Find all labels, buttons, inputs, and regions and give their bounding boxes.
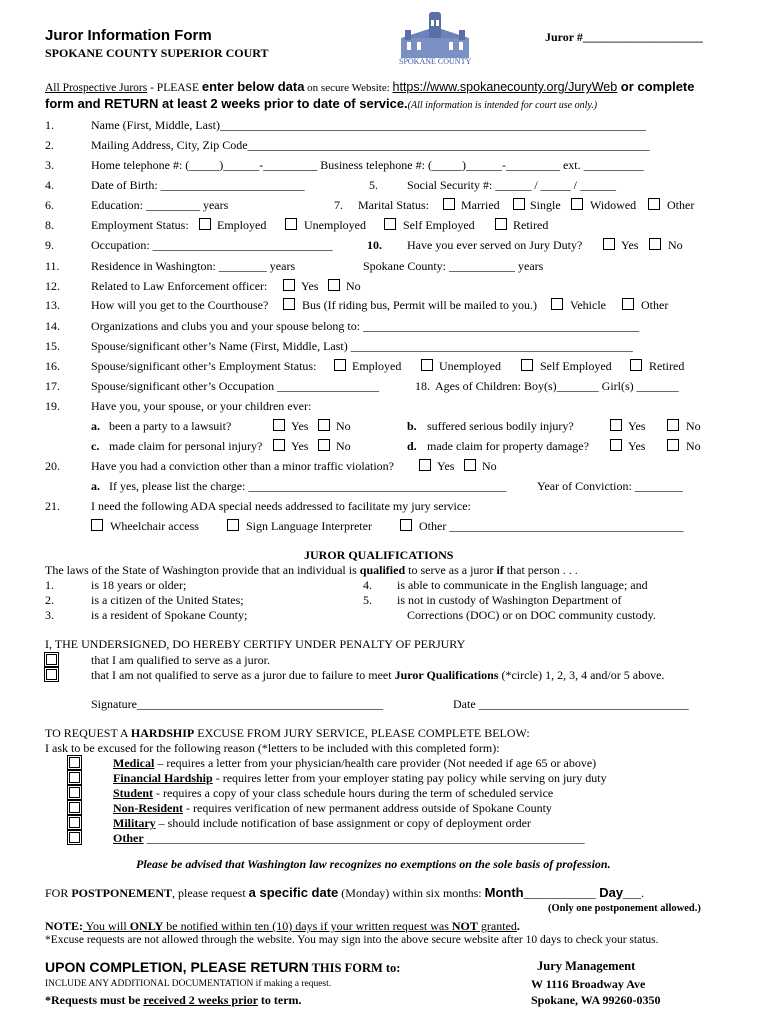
form-title: Juror Information Form: [45, 27, 212, 44]
requests-deadline: *Requests must be received 2 weeks prior to term.: [45, 993, 302, 1007]
interpreter-label: Sign Language Interpreter: [246, 519, 372, 533]
law-no-checkbox[interactable]: [328, 279, 340, 291]
qualified-text: that I am qualified to serve as a juror.: [91, 653, 270, 667]
q2-number: 2.: [45, 138, 54, 152]
q10-jury-duty-label: Have you ever served on Jury Duty?: [407, 238, 583, 252]
postponement-limit: (Only one postponement allowed.): [548, 903, 701, 914]
property-yes-label: Yes: [628, 439, 646, 453]
q3-number: 3.: [45, 158, 54, 172]
conviction-no-checkbox[interactable]: [464, 459, 476, 471]
qual-4-number: 4.: [363, 578, 372, 592]
jury-web-link[interactable]: https://www.spokanecounty.org/JuryWeb: [392, 80, 618, 94]
certify-heading: I, THE UNDERSIGNED, DO HEREBY CERTIFY UNDER PENALTY OF PERJURY: [45, 637, 466, 651]
qual-3-text: is a resident of Spokane County;: [91, 608, 248, 622]
q19d-letter: d.: [407, 439, 417, 453]
self-employed-label: Self Employed: [403, 218, 475, 232]
jury-duty-yes-label: Yes: [621, 238, 639, 252]
q15-number: 15.: [45, 339, 60, 353]
employed-label: Employed: [217, 218, 267, 232]
date-field[interactable]: Date ___________________________________: [453, 697, 689, 711]
bus-label: Bus (If riding bus, Permit will be mailed to you.): [302, 298, 537, 312]
address-line-1: Jury Management: [537, 959, 636, 973]
property-no-label: No: [686, 439, 701, 453]
injury-yes-label: Yes: [628, 419, 646, 433]
note-line: NOTE: You will ONLY be notified within ten (10) days if your written request was NOT granted.: [45, 919, 520, 933]
transport-other-label: Other: [641, 298, 669, 312]
lawsuit-yes-checkbox[interactable]: [273, 419, 285, 431]
q19-number: 19.: [45, 399, 60, 413]
jury-duty-no-label: No: [668, 238, 683, 252]
q9-occupation-field[interactable]: Occupation: ______________________________: [91, 238, 333, 252]
address-line-2: W 1116 Broadway Ave: [531, 977, 646, 991]
q19b-letter: b.: [407, 419, 417, 433]
qualifications-intro: The laws of the State of Washington provide that an individual is qualified to serve as a juror if that person . . .: [45, 563, 578, 577]
q19a-text: been a party to a lawsuit?: [109, 419, 232, 433]
q1-number: 1.: [45, 118, 54, 132]
q8-number: 8.: [45, 218, 54, 232]
q19c-text: made claim for personal injury?: [109, 439, 263, 453]
medical-checkbox[interactable]: [69, 757, 80, 768]
q18-number: 18.: [415, 379, 430, 393]
injury-no-label: No: [686, 419, 701, 433]
claim-yes-label: Yes: [291, 439, 309, 453]
q6-number: 6.: [45, 198, 54, 212]
spouse-employed-label: Employed: [352, 359, 402, 373]
claim-no-checkbox[interactable]: [318, 439, 330, 451]
q19b-text: suffered serious bodily injury?: [427, 419, 574, 433]
lawsuit-no-label: No: [336, 419, 351, 433]
spokane-county-logo: [393, 12, 477, 70]
not-qualified-checkbox[interactable]: [46, 669, 57, 680]
qual-2-text: is a citizen of the United States;: [91, 593, 244, 607]
q20a-letter: a.: [91, 479, 100, 493]
q14-organizations-field[interactable]: Organizations and clubs you and your spouse belong to: ______________________________________________: [91, 319, 640, 333]
court-name: SPOKANE COUNTY SUPERIOR COURT: [45, 46, 269, 60]
q17-number: 17.: [45, 379, 60, 393]
married-label: Married: [461, 198, 500, 212]
lawsuit-no-checkbox[interactable]: [318, 419, 330, 431]
q3-telephone-field[interactable]: Home telephone #: (_____)______-_________ Business telephone #: (_____)______-_________ ext. __________: [91, 158, 644, 172]
q4-dob-field[interactable]: Date of Birth: ________________________: [91, 178, 305, 192]
profession-advisory: Please be advised that Washington law recognizes no exemptions on the sole basis of profession.: [136, 857, 611, 871]
widowed-checkbox[interactable]: [571, 198, 583, 210]
spouse-unemployed-checkbox[interactable]: [421, 359, 433, 371]
unemployed-label: Unemployed: [304, 218, 366, 232]
single-label: Single: [530, 198, 561, 212]
q12-number: 12.: [45, 279, 60, 293]
self-employed-checkbox[interactable]: [384, 218, 396, 230]
q21-label: I need the following ADA special needs addressed to facilitate my jury service:: [91, 499, 471, 513]
married-checkbox[interactable]: [443, 198, 455, 210]
injury-no-checkbox[interactable]: [667, 419, 679, 431]
marital-other-checkbox[interactable]: [648, 198, 660, 210]
include-documentation-note: INCLUDE ANY ADDITIONAL DOCUMENTATION if making a request.: [45, 979, 332, 989]
conviction-no-label: No: [482, 459, 497, 473]
qual-3-number: 3.: [45, 608, 54, 622]
day-field[interactable]: ___.: [623, 886, 645, 900]
ada-other-checkbox[interactable]: [400, 519, 412, 531]
q15-spouse-name-field[interactable]: Spouse/significant other’s Name (First, Middle, Last) _______________________________________________: [91, 339, 633, 353]
law-yes-checkbox[interactable]: [283, 279, 295, 291]
hardship-other-field[interactable]: Other _________________________________________________________________________: [113, 831, 585, 845]
q14-number: 14.: [45, 319, 60, 333]
retired-checkbox[interactable]: [495, 218, 507, 230]
spouse-self-employed-checkbox[interactable]: [521, 359, 533, 371]
bus-checkbox[interactable]: [283, 298, 295, 310]
single-checkbox[interactable]: [513, 198, 525, 210]
spouse-self-employed-label: Self Employed: [540, 359, 612, 373]
qualified-checkbox[interactable]: [46, 654, 57, 665]
retired-label: Retired: [513, 218, 549, 232]
q9-number: 9.: [45, 238, 54, 252]
q19c-letter: c.: [91, 439, 100, 453]
lawsuit-yes-label: Yes: [291, 419, 309, 433]
q19a-letter: a.: [91, 419, 100, 433]
q16-spouse-employment-label: Spouse/significant other’s Employment Status:: [91, 359, 317, 373]
ada-other-field[interactable]: Other _______________________________________: [419, 519, 684, 533]
q11-number: 11.: [45, 259, 60, 273]
q20-label: Have you had a conviction other than a minor traffic violation?: [91, 459, 395, 473]
spouse-retired-checkbox[interactable]: [630, 359, 642, 371]
q6-education-field[interactable]: Education: _________ years: [91, 198, 229, 212]
hardship-other-checkbox[interactable]: [69, 832, 80, 843]
q7-marital-label: Marital Status:: [358, 198, 429, 212]
non-resident-reason: Non-Resident - requires verification of new permanent address outside of Spokane County: [113, 801, 552, 815]
q19d-text: made claim for property damage?: [427, 439, 589, 453]
not-qualified-text: that I am not qualified to serve as a juror due to failure to meet Juror Qualifications (*circle) 1, 2, 3, 4 and/or 5 above.: [91, 668, 665, 682]
q4-number: 4.: [45, 178, 54, 192]
student-reason: Student - requires a copy of your class schedule hours during the term of scheduled service: [113, 786, 554, 800]
jury-duty-no-checkbox[interactable]: [649, 238, 661, 250]
financial-hardship-reason: Financial Hardship - requires letter from your employer stating pay policy while serving on jury duty: [113, 771, 607, 785]
address-line-3: Spokane, WA 99260-0350: [531, 993, 661, 1007]
hardship-heading: TO REQUEST A HARDSHIP EXCUSE FROM JURY SERVICE, PLEASE COMPLETE BELOW:: [45, 726, 530, 740]
vehicle-label: Vehicle: [570, 298, 606, 312]
postponement-line: FOR POSTPONEMENT, please request a specific date (Monday) within six months: Month____________ Day___.: [45, 885, 645, 900]
q17-spouse-occupation-field[interactable]: Spouse/significant other’s Occupation _________________: [91, 379, 380, 393]
spouse-unemployed-label: Unemployed: [439, 359, 501, 373]
vehicle-checkbox[interactable]: [551, 298, 563, 310]
q5-number: 5.: [369, 178, 378, 192]
q1-name-field[interactable]: Name (First, Middle, Last)_______________________________________________________________________: [91, 118, 646, 132]
spouse-retired-label: Retired: [649, 359, 685, 373]
jury-duty-yes-checkbox[interactable]: [603, 238, 615, 250]
q16-number: 16.: [45, 359, 60, 373]
medical-reason: Medical – requires a letter from your physician/health care provider (Not needed if age 65 or above): [113, 756, 597, 770]
q5-ssn-field[interactable]: Social Security #: ______ / _____ / ______: [407, 178, 616, 192]
qual-5-text-cont: Corrections (DOC) or on DOC community custody.: [407, 608, 656, 622]
qual-2-number: 2.: [45, 593, 54, 607]
injury-yes-checkbox[interactable]: [610, 419, 622, 431]
wheelchair-label: Wheelchair access: [110, 519, 199, 533]
student-checkbox[interactable]: [69, 787, 80, 798]
qual-4-text: is able to communicate in the English language; and: [397, 578, 648, 592]
q11-residence-field[interactable]: Residence in Washington: ________ years: [91, 259, 296, 273]
property-no-checkbox[interactable]: [667, 439, 679, 451]
signature-field[interactable]: Signature_________________________________________: [91, 697, 383, 711]
conviction-yes-label: Yes: [437, 459, 455, 473]
q10-number: 10.: [367, 238, 382, 252]
intro-line-2: form and RETURN at least 2 weeks prior to date of service.(All information is intended for court use only.): [45, 96, 598, 111]
claim-yes-checkbox[interactable]: [273, 439, 285, 451]
widowed-label: Widowed: [590, 198, 637, 212]
transport-other-checkbox[interactable]: [622, 298, 634, 310]
qual-1-text: is 18 years or older;: [91, 578, 187, 592]
hardship-intro: I ask to be excused for the following reason (*letters to be included with this completed form):: [45, 741, 500, 755]
q19-label: Have you, your spouse, or your children ever:: [91, 399, 312, 413]
interpreter-checkbox[interactable]: [227, 519, 239, 531]
qual-1-number: 1.: [45, 578, 54, 592]
q18-children-field[interactable]: Ages of Children: Boy(s)_______ Girl(s) _______: [435, 379, 679, 393]
claim-no-label: No: [336, 439, 351, 453]
q21-number: 21.: [45, 499, 60, 513]
law-no-label: No: [346, 279, 361, 293]
return-heading: UPON COMPLETION, PLEASE RETURN THIS FORM to:: [45, 959, 401, 975]
q7-number: 7.: [334, 198, 343, 212]
q20a-charge-field[interactable]: If yes, please list the charge: ___________________________________________: [109, 479, 507, 493]
logo-caption: SPOKANE COUNTY: [399, 57, 472, 66]
conviction-year-field[interactable]: Year of Conviction: ________: [537, 479, 683, 493]
unemployed-checkbox[interactable]: [285, 218, 297, 230]
wheelchair-checkbox[interactable]: [91, 519, 103, 531]
q20-number: 20.: [45, 459, 60, 473]
marital-other-label: Other: [667, 198, 695, 212]
excuse-note: *Excuse requests are not allowed through the website. You may sign into the above secure website after 10 days to check your status.: [45, 934, 659, 946]
qualifications-heading: JUROR QUALIFICATIONS: [304, 548, 454, 562]
spouse-employed-checkbox[interactable]: [334, 359, 346, 371]
q13-number: 13.: [45, 298, 60, 312]
conviction-yes-checkbox[interactable]: [419, 459, 431, 471]
q13-transport-label: How will you get to the Courthouse?: [91, 298, 269, 312]
q11-county-field[interactable]: Spokane County: ___________ years: [363, 259, 544, 273]
q12-law-enforcement-label: Related to Law Enforcement officer:: [91, 279, 268, 293]
q8-employment-label: Employment Status:: [91, 218, 189, 232]
juror-number-field[interactable]: Juror #____________________: [545, 30, 703, 44]
non-resident-checkbox[interactable]: [69, 802, 80, 813]
military-checkbox[interactable]: [69, 817, 80, 828]
military-reason: Military – should include notification of base assignment or copy of deployment order: [113, 816, 531, 830]
property-yes-checkbox[interactable]: [610, 439, 622, 451]
q2-address-field[interactable]: Mailing Address, City, Zip Code___________________________________________________________________: [91, 138, 650, 152]
employed-checkbox[interactable]: [199, 218, 211, 230]
qual-5-number: 5.: [363, 593, 372, 607]
law-yes-label: Yes: [301, 279, 319, 293]
qual-5-text: is not in custody of Washington Department of: [397, 593, 622, 607]
intro-line-1: All Prospective Jurors - PLEASE enter below data on secure Website: https://www.spokanecounty.org/JuryWeb or complete: [45, 79, 695, 94]
financial-hardship-checkbox[interactable]: [69, 772, 80, 783]
month-field[interactable]: ____________: [523, 886, 596, 900]
